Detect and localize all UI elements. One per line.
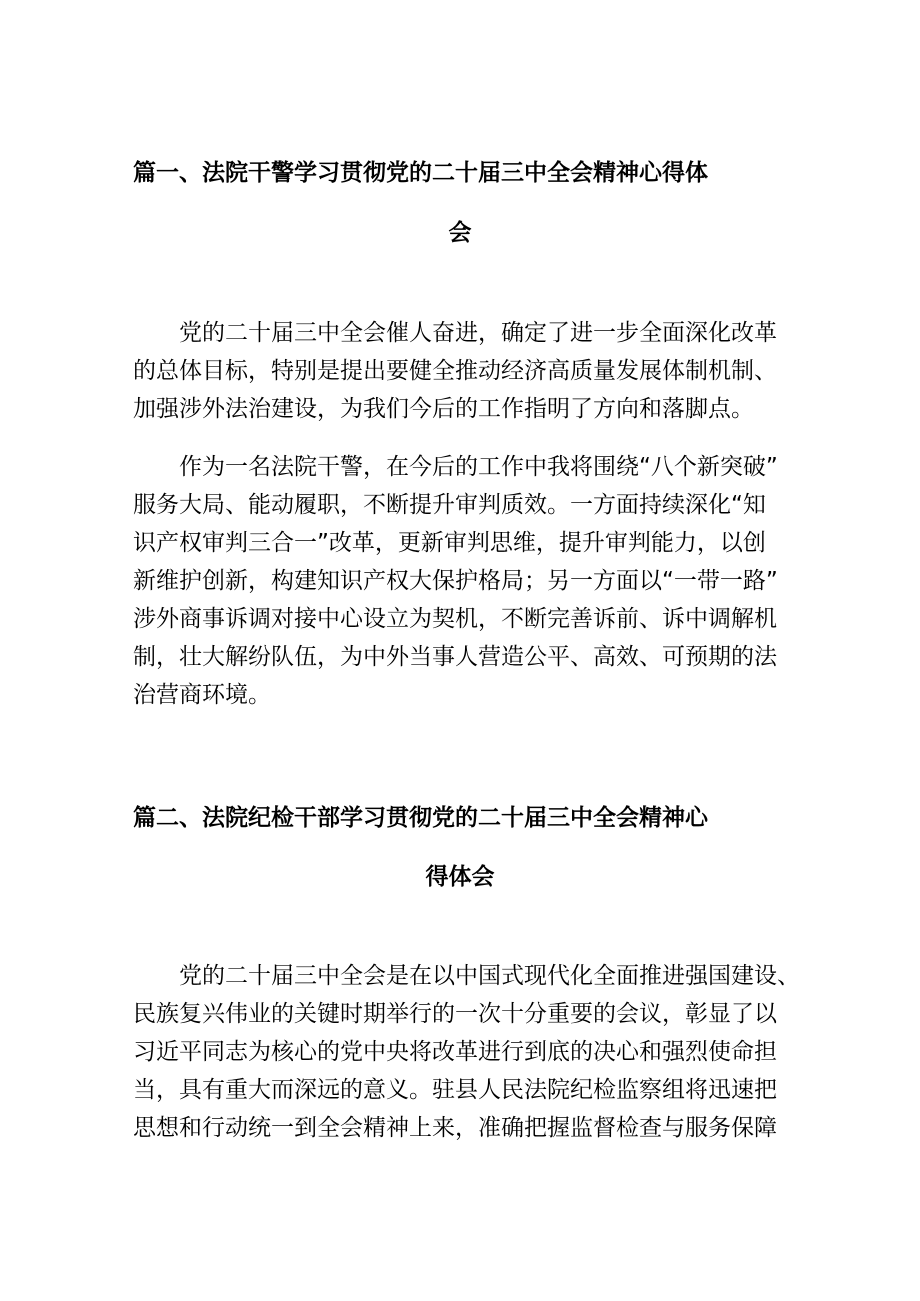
section-1-title-line-1: 篇一、法院干警学习贯彻党的二十届三中全会精神心得体 (133, 160, 708, 186)
paragraph-line: 作为一名法院干警，在今后的工作中我将围绕“八个新突破” (179, 454, 778, 480)
section-1-paragraph-1 (133, 314, 793, 428)
paragraph-line: 涉外商事诉调对接中心设立为契机，不断完善诉前、诉中调解机 (133, 606, 777, 632)
paragraph-line: 思想和行动统一到全会精神上来，准确把握监督检查与服务保障 (133, 1115, 777, 1141)
paragraph-line: 民族复兴伟业的关键时期举行的一次十分重要的会议，彰显了以 (133, 1001, 777, 1027)
paragraph-line: 习近平同志为核心的党中央将改革进行到底的决心和强烈使命担 (133, 1039, 777, 1065)
paragraph-line: 服务大局、能动履职，不断提升审判质效。一方面持续深化“知 (133, 492, 766, 518)
paragraph-line: 制，壮大解纷队伍，为中外当事人营造公平、高效、可预期的法 (133, 644, 777, 670)
section-1-title-line-2: 会 (448, 220, 472, 246)
paragraph-line: 识产权审判三合一”改革，更新审判思维，提升审判能力，以创 (133, 530, 766, 556)
paragraph-line: 当，具有重大而深远的意义。驻县人民法院纪检监察组将迅速把 (133, 1077, 777, 1103)
section-2-title-line-2: 得体会 (425, 864, 495, 890)
paragraph-line: 的总体目标，特别是提出要健全推动经济高质量发展体制机制、 (133, 358, 777, 384)
section-2-title-line-1: 篇二、法院纪检干部学习贯彻党的二十届三中全会精神心 (133, 805, 708, 831)
paragraph-line: 治营商环境。 (133, 682, 271, 708)
paragraph-line: 加强涉外法治建设，为我们今后的工作指明了方向和落脚点。 (133, 396, 754, 422)
section-2-paragraph-1 (133, 957, 800, 1147)
paragraph-line: 党的二十届三中全会是在以中国式现代化全面推进强国建设、 (179, 963, 800, 989)
section-1-paragraph-2 (133, 448, 793, 714)
paragraph-line: 新维护创新，构建知识产权大保护格局；另一方面以“一带一路” (133, 568, 778, 594)
paragraph-line: 党的二十届三中全会催人奋进，确定了进一步全面深化改革 (179, 320, 777, 346)
